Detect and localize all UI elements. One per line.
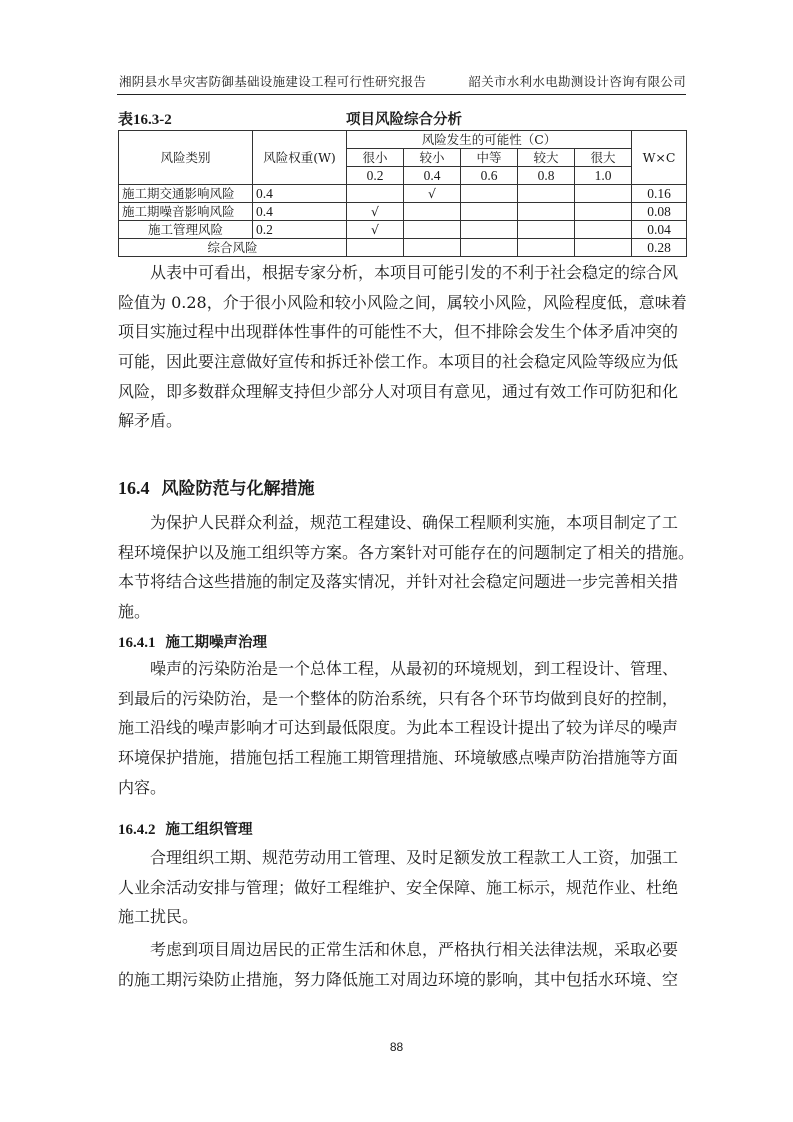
text-line: 本节将结合这些措施的制定及落实情况，并针对社会稳定问题进一步完善相关措	[118, 572, 679, 592]
row-mark	[461, 221, 518, 239]
subsection-number: 16.4.2	[118, 822, 156, 838]
row-mark	[461, 185, 518, 203]
page-number: 88	[389, 1040, 404, 1054]
text-line: 解矛盾。	[118, 411, 183, 431]
row-mark	[404, 203, 461, 221]
subsection-title: 施工期噪声治理	[165, 635, 267, 651]
text-line: 人业余活动安排与管理；做好工程维护、安全保障、施工标示，规范作业、杜绝	[118, 877, 679, 897]
text-line: 到最后的污染防治，是一个整体的防治系统，只有各个环节均做到良好的控制，	[118, 688, 679, 708]
section-number: 16.4	[118, 478, 150, 498]
text-line: 的施工期污染防止措施，努力降低施工对周边环境的影响，其中包括水环境、空	[118, 969, 679, 989]
row-mark	[518, 203, 575, 221]
subsection-number: 16.4.1	[118, 635, 156, 651]
intro-paragraph	[118, 508, 695, 627]
total-label: 综合风险	[119, 239, 347, 257]
level-value: 1.0	[575, 167, 632, 185]
text-line: 环境保护措施，措施包括工程施工期管理措施、环境敏感点噪声防治措施等方面	[118, 748, 679, 768]
header-weight: 风险权重(W)	[253, 131, 347, 185]
table-total-row	[119, 239, 687, 257]
table-row	[119, 185, 687, 203]
level-label: 较大	[518, 149, 575, 167]
row-wxc: 0.16	[632, 185, 687, 203]
row-category: 施工期噪音影响风险	[119, 203, 253, 221]
text-line: 程环境保护以及施工组织等方案。各方案针对可能存在的问题制定了相关的措施。	[118, 542, 695, 562]
row-category: 施工期交通影响风险	[119, 185, 253, 203]
header-wxc: W×C	[632, 131, 687, 185]
table-row	[119, 221, 687, 239]
text-line: 内容。	[118, 777, 167, 797]
text-line: 从表中可看出，根据专家分析，本项目可能引发的不利于社会稳定的综合风	[150, 263, 679, 282]
level-value: 0.2	[347, 167, 404, 185]
level-label: 很大	[575, 149, 632, 167]
noise-paragraph	[118, 654, 686, 802]
header-category: 风险类别	[119, 131, 253, 185]
row-mark: √	[347, 221, 404, 239]
table-header-row	[119, 131, 687, 149]
row-mark	[518, 221, 575, 239]
row-mark	[347, 185, 404, 203]
row-mark	[518, 185, 575, 203]
level-value: 0.4	[404, 167, 461, 185]
text-line: 项目实施过程中出现群体性事件的可能性不大，但不排除会发生个体矛盾冲突的	[118, 322, 679, 342]
residents-paragraph	[118, 935, 686, 994]
subsection-heading	[118, 631, 267, 652]
section-title: 风险防范与化解措施	[161, 479, 315, 499]
subsection-heading	[118, 818, 253, 839]
row-weight: 0.4	[253, 185, 347, 203]
row-mark	[404, 221, 461, 239]
text-line: 可能，因此要注意做好宣传和拆迁补偿工作。本项目的社会稳定风险等级应为低	[118, 352, 679, 372]
table-title: 项目风险综合分析	[346, 112, 462, 128]
row-mark	[575, 203, 632, 221]
row-mark	[575, 221, 632, 239]
text-line: 为保护人民群众利益，规范工程建设、确保工程顺利实施，本项目制定了工	[150, 513, 679, 532]
row-mark	[461, 203, 518, 221]
header-possibility: 风险发生的可能性（C）	[347, 131, 632, 149]
text-line: 施工扰民。	[118, 907, 199, 927]
row-weight: 0.2	[253, 221, 347, 239]
header-divider	[117, 94, 686, 95]
row-wxc: 0.04	[632, 221, 687, 239]
conclusion-paragraph	[118, 258, 686, 436]
table-number: 表16.3-2	[118, 112, 172, 128]
text-line: 风险，即多数群众理解支持但少部分人对项目有意见，通过有效工作可防犯和化	[118, 381, 679, 401]
text-line: 施工沿线的噪声影响才可达到最低限度。为此本工程设计提出了较为详尽的噪声	[118, 718, 679, 738]
header-report-title: 湘阴县水旱灾害防御基础设施建设工程可行性研究报告	[119, 74, 427, 89]
page-header	[117, 70, 686, 92]
text-line: 合理组织工期、规范劳动用工管理、及时足额发放工程款工人工资，加强工	[150, 848, 679, 867]
text-line: 噪声的污染防治是一个总体工程，从最初的环境规划，到工程设计、管理、	[150, 659, 679, 678]
row-category: 施工管理风险	[119, 221, 253, 239]
organization-paragraph	[118, 843, 686, 932]
level-value: 0.8	[518, 167, 575, 185]
total-wxc: 0.28	[632, 239, 687, 257]
section-heading	[118, 474, 315, 499]
row-mark	[575, 185, 632, 203]
risk-analysis-table	[118, 130, 687, 257]
text-line: 险值为 0.28，介于很小风险和较小风险之间，属较小风险，风险程度低，意味着	[118, 292, 687, 312]
row-mark: √	[347, 203, 404, 221]
row-mark: √	[404, 185, 461, 203]
level-label: 很小	[347, 149, 404, 167]
level-label: 中等	[461, 149, 518, 167]
subsection-title: 施工组织管理	[165, 822, 253, 838]
level-value: 0.6	[461, 167, 518, 185]
text-line: 考虑到项目周边居民的正常生活和休息，严格执行相关法律法规，采取必要	[150, 940, 679, 959]
row-wxc: 0.08	[632, 203, 687, 221]
table-row	[119, 203, 687, 221]
row-weight: 0.4	[253, 203, 347, 221]
text-line: 施。	[118, 602, 151, 622]
level-label: 较小	[404, 149, 461, 167]
header-company-name: 韶关市水利水电勘测设计咨询有限公司	[468, 74, 686, 89]
